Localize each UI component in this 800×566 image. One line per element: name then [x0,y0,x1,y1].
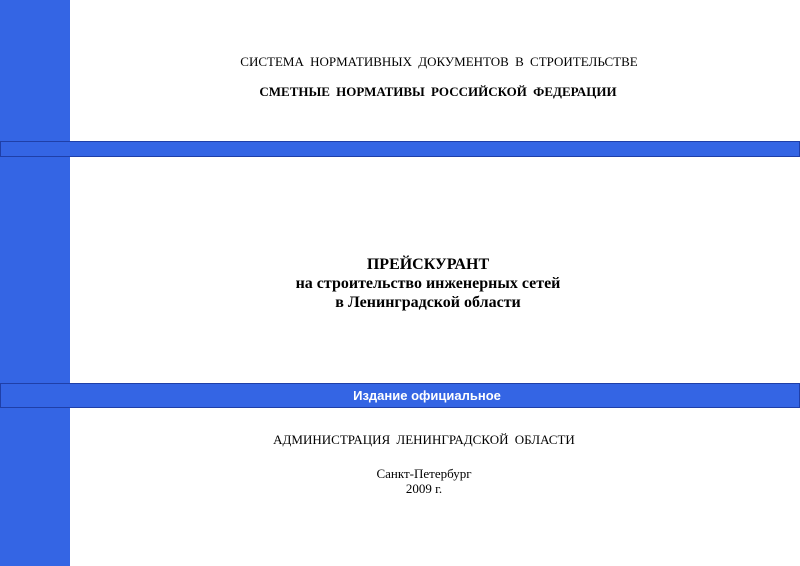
document-title: ПРЕЙСКУРАНТ [366,256,490,273]
publication-city: Санкт-Петербург [376,466,472,481]
header-estimate-norms: СМЕТНЫЕ НОРМАТИВЫ РОССИЙСКОЙ ФЕДЕРАЦИИ [259,84,617,99]
top-accent-band [0,141,800,157]
document-subtitle-line-2: в Ленинградской области [335,294,521,311]
official-edition-label: Издание официальное [353,388,501,403]
left-accent-bar [0,0,70,566]
document-subtitle-line-1: на строительство инженерных сетей [295,275,561,292]
publication-year: 2009 г. [405,481,443,496]
publisher: АДМИНИСТРАЦИЯ ЛЕНИНГРАДСКОЙ ОБЛАСТИ [273,432,575,447]
header-standards-system: СИСТЕМА НОРМАТИВНЫХ ДОКУМЕНТОВ В СТРОИТЕЛЬСТВЕ [240,54,638,69]
official-edition-band [0,383,800,408]
